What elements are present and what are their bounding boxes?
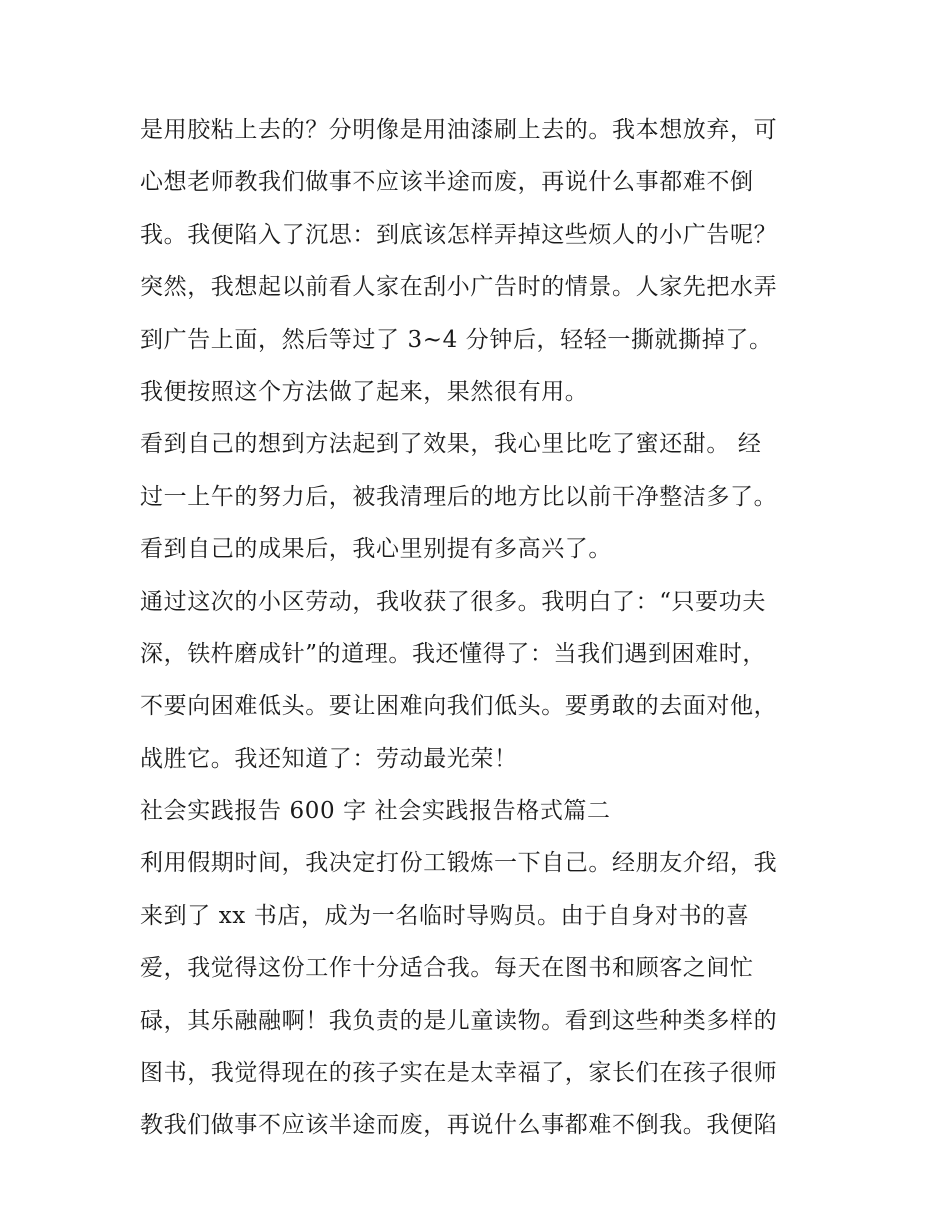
text-line: 不要向困难低头。要让困难向我们低头。要勇敢的去面对他， xyxy=(140,693,778,720)
text-line: 深，铁杵磨成针”的道理。我还懂得了：当我们遇到困难时， xyxy=(140,640,766,667)
text-line: 是用胶粘上去的？分明像是用油漆刷上去的。我本想放弃，可 xyxy=(140,117,778,143)
text-line: 我便按照这个方法做了起来，果然很有用。 xyxy=(140,378,589,405)
text-line: 心想老师教我们做事不应该半途而废，再说什么事都难不倒 xyxy=(140,169,754,196)
document-body xyxy=(140,104,820,1152)
text-line: 图书，我觉得现在的孩子实在是太幸福了，家长们在孩子很师 xyxy=(140,1060,778,1087)
text-line: 碌，其乐融融啊！我负责的是儿童读物。看到这些种类多样的 xyxy=(140,1007,778,1034)
text-line: 突然，我想起以前看人家在刮小广告时的情景。人家先把水弄 xyxy=(140,274,778,301)
text-line: 教我们做事不应该半途而废，再说什么事都难不倒我。我便陷 xyxy=(140,1112,778,1139)
text-line: 看到自己的成果后，我心里别提有多高兴了。 xyxy=(140,536,612,563)
section-heading: 社会实践报告 600 字 社会实践报告格式篇二 xyxy=(140,798,611,825)
text-line: 利用假期时间，我决定打份工锻炼一下自己。经朋友介绍，我 xyxy=(140,850,778,877)
text-line: 战胜它。我还知道了：劳动最光荣！ xyxy=(140,745,518,772)
text-line: 通过这次的小区劳动，我收获了很多。我明白了：“只要功夫 xyxy=(140,588,766,615)
text-line: 看到自己的想到方法起到了效果，我心里比吃了蜜还甜。 经 xyxy=(140,431,762,458)
text-line: 来到了 xx 书店，成为一名临时导购员。由于自身对书的喜 xyxy=(140,902,750,929)
text-line: 爱，我觉得这份工作十分适合我。每天在图书和顾客之间忙 xyxy=(140,955,754,982)
text-line: 过一上午的努力后，被我清理后的地方比以前干净整洁多了。 xyxy=(140,483,778,510)
text-line: 我。我便陷入了沉思：到底该怎样弄掉这些烦人的小广告呢？ xyxy=(140,221,778,248)
text-line: 到广告上面，然后等过了 3~4 分钟后，轻轻一撕就撕掉了。 xyxy=(140,326,773,353)
